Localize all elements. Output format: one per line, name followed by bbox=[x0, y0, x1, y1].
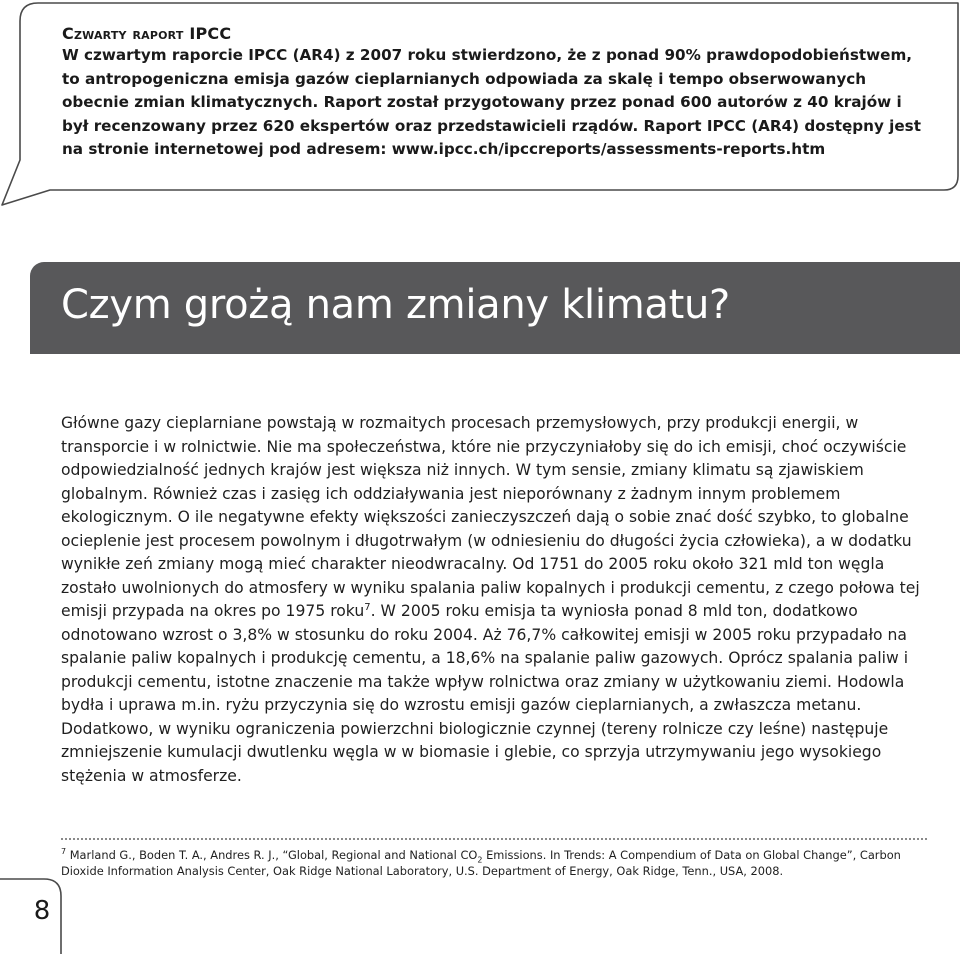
page-number-tab bbox=[0, 878, 62, 954]
body-paragraph bbox=[61, 412, 925, 788]
callout-body: W czwartym raporcie IPCC (AR4) z 2007 roku stwierdzono, że z ponad 90% prawdopodobieństwem, to antropogeniczna emisja gazów cieplarnianych odpowiada za skalę i tempo obserwowanych obecnie zmian klimatycznych. Raport został przygotowany przez ponad 600 autorów z 40 krajów i był recenzowany przez 620 ekspertów oraz przedstawicieli rządów. Raport IPCC (AR4) dostępny jest na stronie internetowej pod adresem: www.ipcc.ch/ipccreports/assessments-reports.htm bbox=[62, 46, 921, 158]
footnote-text-start: Marland G., Boden T. A., Andres R. J., “Global, Regional and National CO bbox=[66, 848, 478, 862]
footnote bbox=[61, 848, 931, 879]
footnote-subscript: 2 bbox=[477, 855, 483, 865]
section-title: Czym grożą nam zmiany klimatu? bbox=[61, 282, 730, 328]
body-text-part-2: . W 2005 roku emisja ta wyniosła ponad 8 mld ton, dodatkowo odnotowano wzrost o 3,8% w stosunku do roku 2004. Aż 76,7% całkowitej emisji w 2005 roku przypadało na spalanie paliw kopalnych i produkcję cementu, a 18,6% na spalanie paliw gazowych. Oprócz spalania paliw i produkcji cementu, istotne znaczenie ma także wpływ rolnictwa oraz zmiany w użytkowaniu ziemi. Hodowla bydła i uprawa m.in. ryżu przyczynia się do wzrostu emisji gazów cieplarnianych, a zwłaszcza metanu. Dodatkowo, w wyniku ograniczenia powierzchni biologicznie czynnej (tereny rolnicze czy leśne) następuje zmniejszenie kumulacji dwutlenku węgla w w biomasie i glebie, co sprzyja utrzymywaniu jego wysokiego stężenia w atmosferze. bbox=[61, 602, 909, 785]
callout-title: Czwarty raport IPCC bbox=[62, 24, 232, 43]
footnote-divider bbox=[61, 838, 927, 840]
footnote-number: 7 bbox=[61, 847, 67, 857]
page-number: 8 bbox=[33, 896, 51, 926]
body-text-part-1: Główne gazy cieplarniane powstają w rozmaitych procesach przemysłowych, przy produkcji energii, w transporcie i w rolnictwie. Nie ma społeczeństwa, które nie przyczyniałoby się do ich emisji, choć oczywiście odpowiedzialność jednych krajów jest większa niż innych. W tym sensie, zmiany klimatu są zjawiskiem globalnym. Również czas i zasięg ich oddziaływania jest nieporównany z żadnym innym problemem ekologicznym. O ile negatywne efekty większości zanieczyszczeń dają o sobie znać dość szybko, to globalne ocieplenie jest procesem powolnym i długotrwałym (w odniesieniu do długości życia człowieka), a w dodatku wynikłe zeń zmiany mogą mieć charakter nieodwracalny. Od 1751 do 2005 roku około 321 mld ton węgla zostało uwolnionych do atmosfery w wyniku spalania paliw kopalnych i produkcji cementu, z czego połowa tej emisji przypada na okres po 1975 roku bbox=[61, 414, 920, 620]
section-heading-band bbox=[30, 262, 960, 354]
footnote-text-end: Emissions. In Trends: A Compendium of Data on Global Change”, Carbon Dioxide Information Analysis Center, Oak Ridge National Laboratory, U.S. Department of Energy, Oak Ridge, Tenn., USA, 2008. bbox=[61, 848, 901, 878]
footnote-reference: 7 bbox=[364, 601, 371, 613]
ipcc-callout-box bbox=[0, 0, 960, 210]
callout-content bbox=[62, 24, 922, 162]
